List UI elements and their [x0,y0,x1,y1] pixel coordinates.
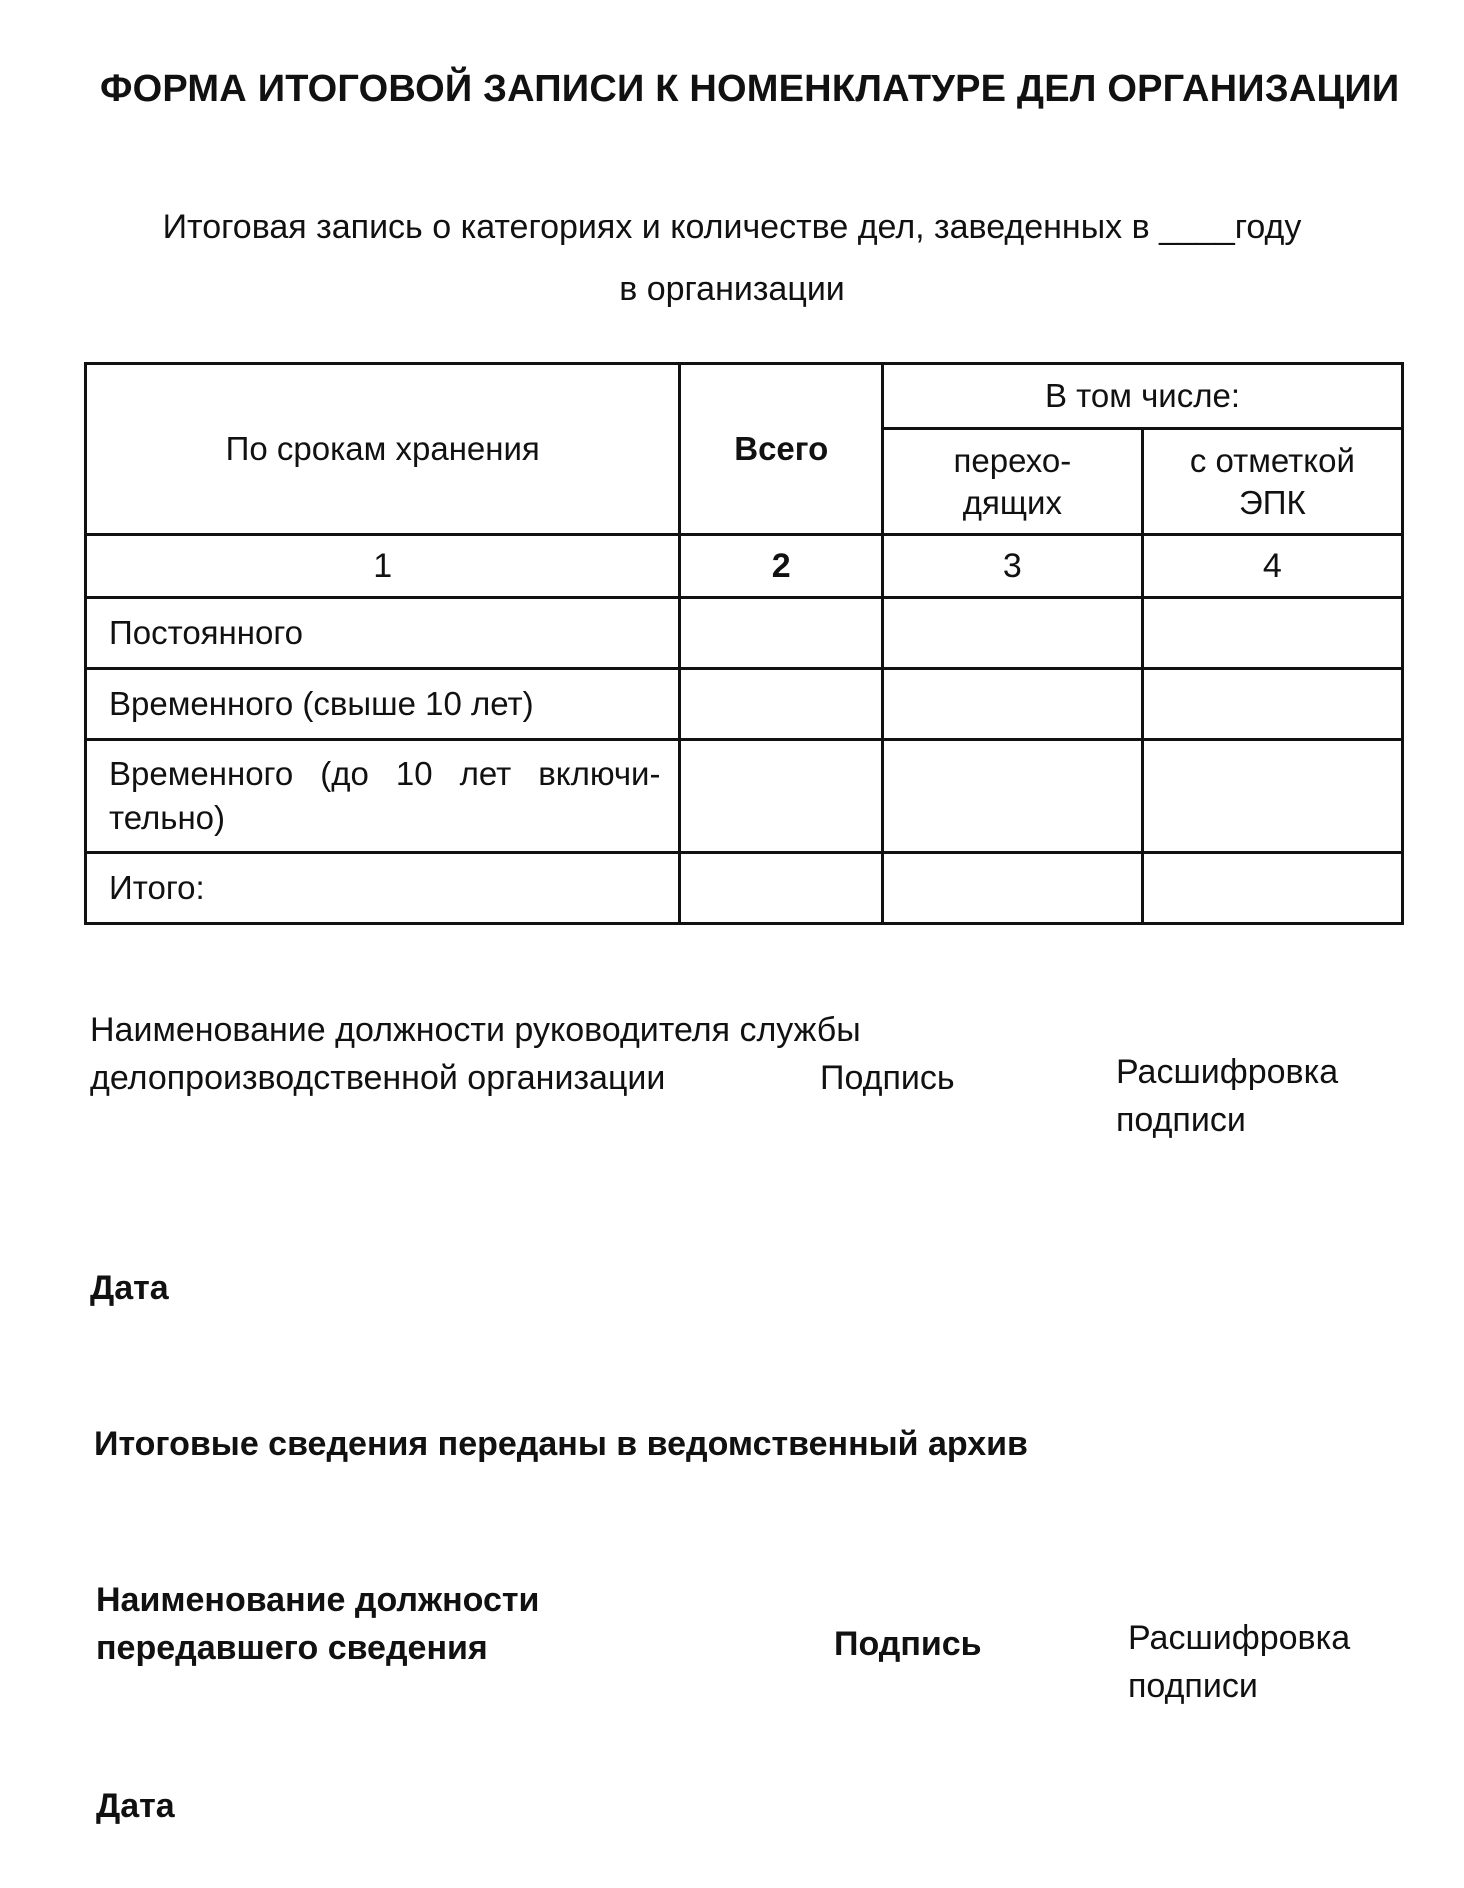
row-label-total: Итого: [86,853,680,924]
table-row [86,598,1403,669]
cell-total [680,853,883,924]
cell-transitional [883,669,1143,740]
transferrer-position-line1: Наименование должности [96,1581,540,1619]
transferrer-date-label: Дата [96,1787,175,1825]
transfer-note: Итоговые сведения переданы в ведомственный архив [94,1425,1028,1463]
head-position-line2: делопроизводственной организации [90,1059,666,1097]
cell-total [680,740,883,853]
cell-transitional [883,598,1143,669]
header-storage: По срокам хранения [86,364,680,535]
column-number-1: 1 [86,535,680,598]
transferrer-signature-label: Подпись [834,1625,982,1663]
cell-epk [1142,853,1402,924]
subtitle-line-2: в организации [619,270,845,308]
head-decoding-line2: подписи [1116,1101,1246,1139]
column-number-4: 4 [1142,535,1402,598]
head-decoding-line1: Расшифровка [1116,1053,1339,1091]
head-date-label: Дата [90,1269,169,1307]
head-position-line1: Наименование должности руководителя службы [90,1011,861,1049]
header-transitional-line1: перехо- [953,441,1072,479]
table-row [86,853,1403,924]
row-label-temporary-over-10: Временного (свыше 10 лет) [86,669,680,740]
transferrer-position-line2: передавшего сведения [96,1629,488,1667]
row-label-temporary-up-to-10: Временного (до 10 лет включи-тельно) [86,740,680,853]
head-signature-label: Подпись [820,1059,955,1097]
transferrer-signature-decoding [1128,1614,1350,1710]
header-transitional [883,429,1143,535]
cell-total [680,598,883,669]
cell-epk [1142,740,1402,853]
transferrer-position-label [96,1576,539,1672]
transferrer-decoding-line2: подписи [1128,1667,1258,1705]
cell-transitional [883,740,1143,853]
column-number-2: 2 [680,535,883,598]
header-epk-line2: ЭПК [1239,483,1306,521]
subtitle-line-1: Итоговая запись о категориях и количестве дел, заведенных в ____году [162,208,1302,246]
row-label-permanent: Постоянного [86,598,680,669]
head-signature-decoding [1116,1048,1338,1144]
table-row [86,740,1403,853]
head-position-label [90,1006,861,1102]
cell-epk [1142,598,1402,669]
document-subtitle [0,196,1464,320]
cell-total [680,669,883,740]
header-epk-line1: с отметкой [1189,441,1355,479]
document-title: ФОРМА ИТОГОВОЙ ЗАПИСИ К НОМЕНКЛАТУРЕ ДЕЛ ОРГАНИЗАЦИИ [100,68,1400,110]
cell-transitional [883,853,1143,924]
transferrer-decoding-line1: Расшифровка [1128,1619,1351,1657]
header-total: Всего [680,364,883,535]
column-number-3: 3 [883,535,1143,598]
table-row [86,669,1403,740]
header-transitional-line2: дящих [962,483,1062,521]
cell-epk [1142,669,1402,740]
header-including: В том числе: [883,364,1403,429]
header-epk [1142,429,1402,535]
summary-table [84,362,1404,925]
